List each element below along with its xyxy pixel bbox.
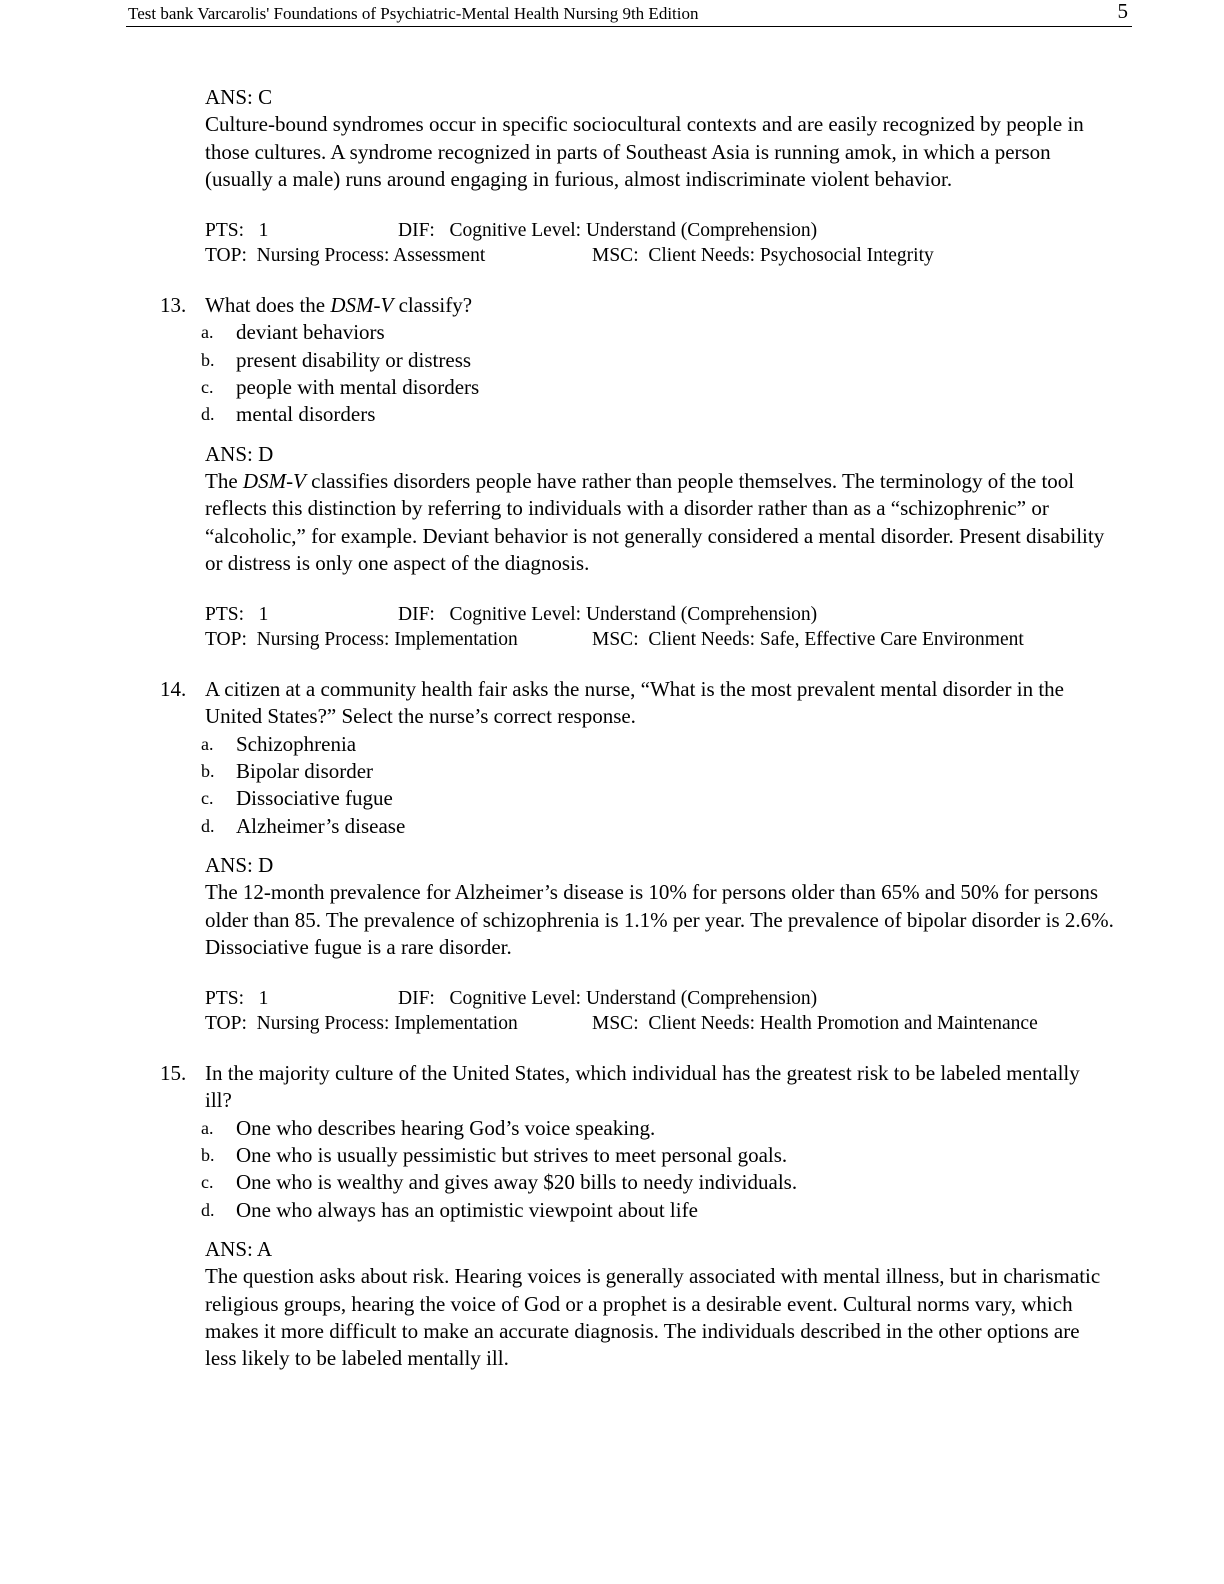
question-stem: What does the DSM-V classify? [205,293,473,318]
msc-field: MSC: Client Needs: Safe, Effective Care Environment [592,629,1024,651]
option-b: b. Bipolar disorder [201,759,374,784]
answer-block-q12 [160,84,1120,268]
option-d: d. Alzheimer’s disease [201,813,406,838]
dif-field: DIF: Cognitive Level: Understand (Comprehension) [398,604,818,626]
option-c: c. One who is wealthy and gives away $20 bills to needy individuals. [201,1170,798,1195]
question-number: 14. [160,677,187,702]
msc-field: MSC: Client Needs: Health Promotion and Maintenance [592,1013,1038,1035]
page-number: 5 [1117,0,1128,23]
rationale-text: The 12-month prevalence for Alzheimer’s disease is 10% for persons older than 65% and 50% for persons older than 85. The prevalence of schizophrenia is 1.1% per year. The prevalence of bipolar disorder is 2.6%. Dissociative fugue is a rare disorder. [205,880,1114,959]
question-13 [160,292,1120,652]
question-metadata [205,986,1120,1036]
question-14 [160,676,1120,1036]
question-number: 13. [160,293,187,318]
rationale-text: The DSM-V classifies disorders people have rather than people themselves. The terminology of the tool reflects this distinction by referring to individuals with a disorder rather than as a “schizophrenic” or “alcoholic,” for example. Deviant behavior is not generally considered a mental disorder. Present disability or distress is only one aspect of the diagnosis. [205,468,1105,575]
option-c: c. Dissociative fugue [201,786,393,811]
option-d: d. mental disorders [201,402,376,427]
question-15 [160,1060,1120,1372]
page-content [160,84,1120,1372]
question-stem: In the majority culture of the United States, which individual has the greatest risk to be labeled mentally ill? [205,1061,1080,1113]
option-a: a. Schizophrenia [201,731,357,756]
top-field: TOP: Nursing Process: Assessment [205,245,486,267]
dif-field: DIF: Cognitive Level: Understand (Comprehension) [398,988,818,1010]
pts-field: PTS: 1 [205,220,269,242]
top-field: TOP: Nursing Process: Implementation [205,1013,518,1035]
question-metadata [205,218,1120,268]
rationale-text: The question asks about risk. Hearing voices is generally associated with mental illness, but in charismatic religious groups, hearing the voice of God or a prophet is a desirable event. Cultural norms vary, which makes it more difficult to make an accurate diagnosis. The individuals described in the other options are less likely to be labeled mentally ill. [205,1264,1101,1371]
option-c: c. people with mental disorders [201,375,480,400]
option-a: a. deviant behaviors [201,320,385,345]
option-d: d. One who always has an optimistic viewpoint about life [201,1197,698,1222]
pts-field: PTS: 1 [205,988,269,1010]
dif-field: DIF: Cognitive Level: Understand (Comprehension) [398,220,818,242]
answer-label: ANS: C [205,85,273,109]
page-header [126,2,1132,27]
option-b: b. present disability or distress [201,347,472,372]
question-stem: A citizen at a community health fair asks the nurse, “What is the most prevalent mental disorder in the United States?” Select the nurse’s correct response. [205,677,1064,729]
rationale-text: Culture-bound syndromes occur in specific sociocultural contexts and are easily recognized by people in those cultures. A syndrome recognized in parts of Southeast Asia is running amok, in which a person (usually a male) runs around engaging in furious, almost indiscriminate violent behavior. [205,112,1084,191]
msc-field: MSC: Client Needs: Psychosocial Integrity [592,245,934,267]
option-a: a. One who describes hearing God’s voice speaking. [201,1115,656,1140]
question-metadata [205,602,1120,652]
header-title: Test bank Varcarolis' Foundations of Psychiatric-Mental Health Nursing 9th Edition [128,4,699,23]
top-field: TOP: Nursing Process: Implementation [205,629,518,651]
pts-field: PTS: 1 [205,604,269,626]
option-b: b. One who is usually pessimistic but strives to meet personal goals. [201,1143,788,1168]
answer-label: ANS: A [205,1236,273,1261]
answer-label: ANS: D [205,852,274,877]
answer-label: ANS: D [205,441,274,466]
question-number: 15. [160,1061,187,1086]
